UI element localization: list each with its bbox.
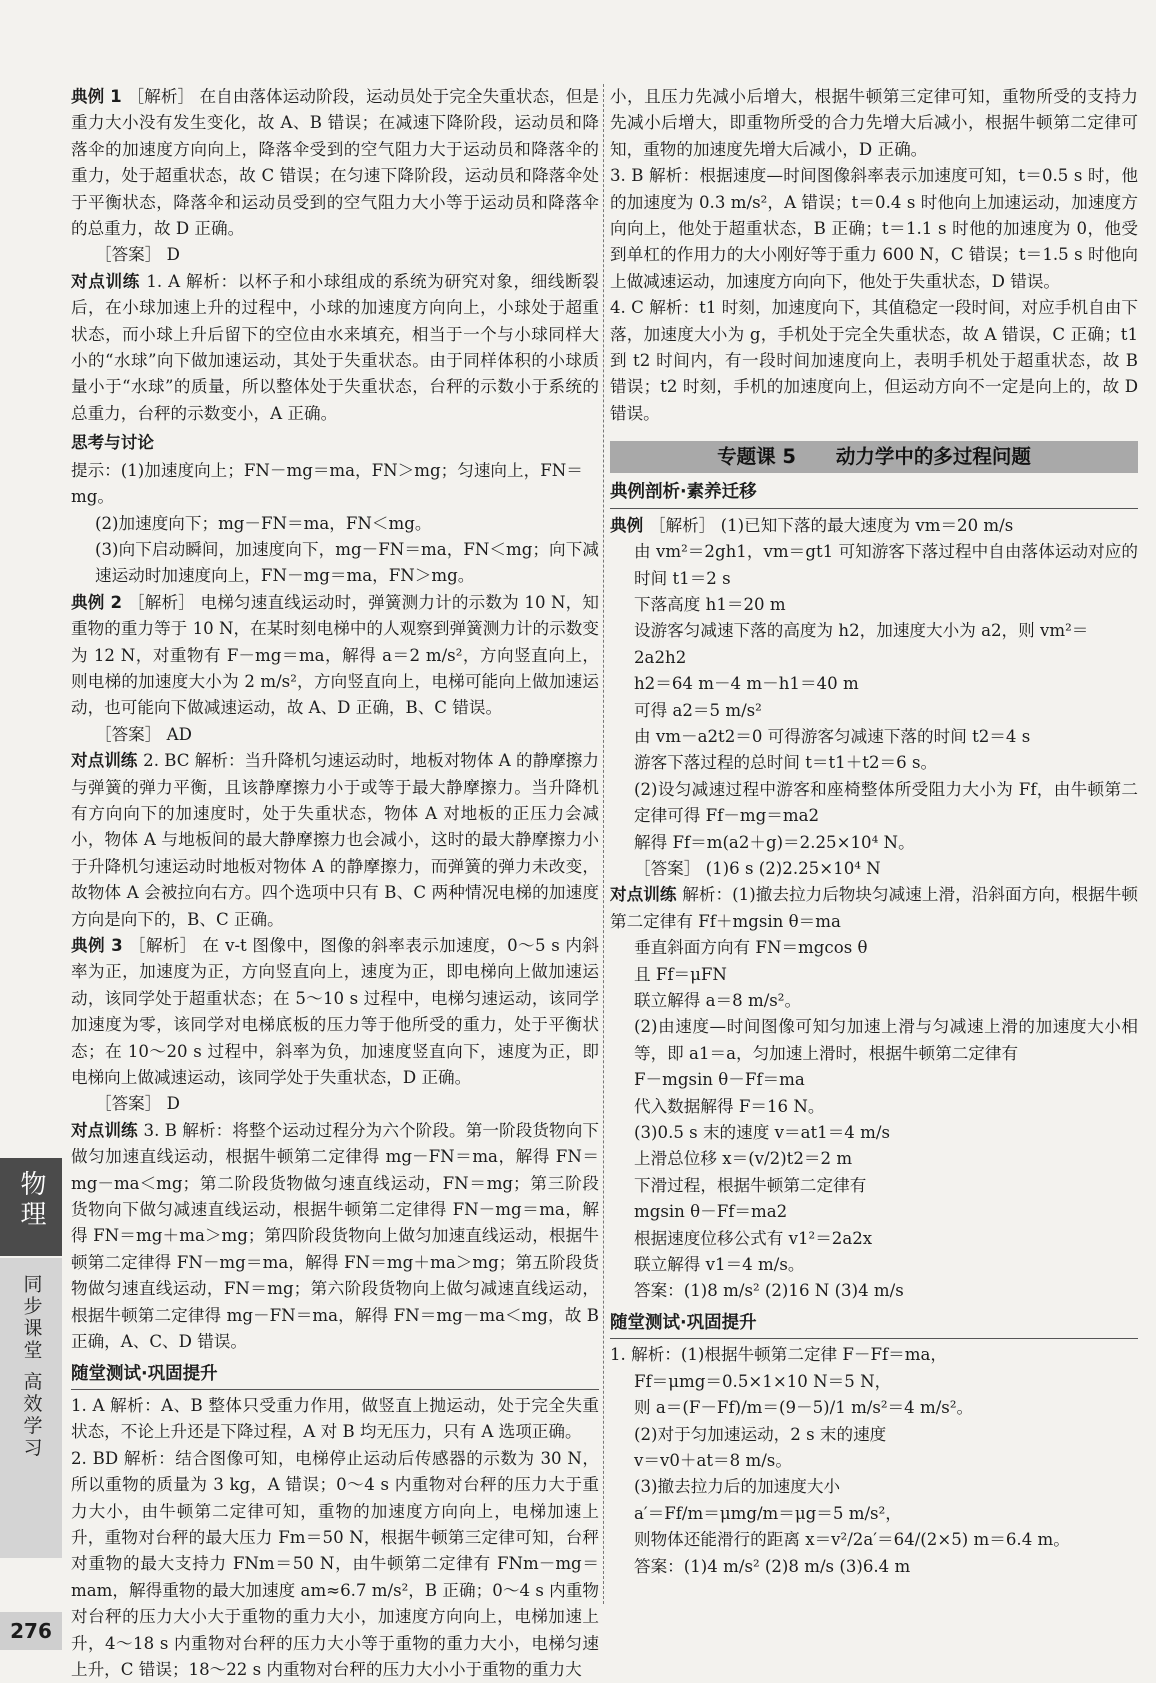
paragraph: [71, 84, 599, 242]
text-line: [610, 1199, 1138, 1225]
paragraph: [610, 295, 1138, 427]
paragraph-text: 代入数据解得 F＝16 N。: [634, 1096, 825, 1116]
paragraph-text: (3)向下启动瞬间，加速度向下，mg－FN＝ma，FN＜mg；向下减速运动时加速度向上，FN－mg＝ma，FN＞mg。: [95, 539, 599, 586]
paragraph-text: 垂直斜面方向有 FN＝mgcos θ: [634, 938, 868, 958]
paragraph-text: ［解析］ 在自由落体运动阶段，运动员处于完全失重状态，但是重力大小没有发生变化，故 A、B 错误；在减速下降阶段，运动员和降落伞的加速度方向向上，降落伞受到的空气阻力大于运动员和降落伞的重力，处于超重状态，故 C 错误；在匀速下降阶段，运动员和降落伞处于平衡状态，降落伞和运动员受到的空气阻力大小等于运动员和降落伞的总重力，故 D 正确。: [71, 87, 599, 239]
text-line: [610, 1527, 1138, 1553]
example-label: 对点训练: [71, 751, 144, 771]
paragraph-text: 联立解得 v1＝4 m/s。: [634, 1255, 805, 1275]
paragraph-text: 1. 解析：(1)根据牛顿第二定律 F－Ff＝ma，: [610, 1345, 947, 1365]
paragraph-text: 设游客匀减速下落的高度为 h2，加速度大小为 a2，则 vm²＝2a2h2: [634, 621, 1089, 667]
paragraph: [610, 539, 1138, 592]
example-label: 典例 1: [71, 87, 128, 106]
text-line: [610, 962, 1138, 988]
paragraph-text: 由 vm－a2t2＝0 可得游客匀减速下落的时间 t2＝4 s: [634, 726, 1031, 746]
paragraph-text: (3)0.5 s 末的速度 v＝at1＝4 m/s: [634, 1123, 890, 1143]
subject-tab: [0, 1158, 62, 1256]
text-line: [610, 1252, 1138, 1278]
text-line: [610, 1146, 1138, 1172]
text-line: [610, 1501, 1138, 1527]
paragraph: [610, 163, 1138, 295]
left-column: [71, 84, 599, 1683]
paragraph-text: a′＝Ff/m＝μmg/m＝μg＝5 m/s²，: [634, 1503, 902, 1523]
text-line: [610, 512, 1138, 539]
text-line: [610, 1278, 1138, 1304]
example-label: 典例: [610, 514, 649, 535]
text-line: [610, 1422, 1138, 1448]
paragraph-text: ［答案］ D: [95, 1094, 180, 1114]
paragraph: [71, 748, 599, 933]
text-line: [71, 722, 599, 748]
example-label: 对点训练: [71, 1120, 144, 1140]
text-line: [610, 1094, 1138, 1120]
paragraph: [610, 84, 1138, 163]
paragraph: [71, 933, 599, 1091]
text-line: [610, 1554, 1138, 1580]
paragraph-text: 上滑总位移 x＝(v/2)t2＝2 m: [634, 1149, 853, 1169]
paragraph: [71, 1446, 599, 1683]
text-line: [71, 458, 599, 511]
paragraph-text: (2)由速度—时间图像可知匀加速上滑与匀减速上滑的加速度大小相等，即 a1＝a，匀加速上滑时，根据牛顿第二定律有: [634, 1017, 1138, 1063]
paragraph-text: v＝v0＋at＝8 m/s。: [634, 1450, 792, 1470]
paragraph-text: 答案：(1)8 m/s² (2)16 N (3)4 m/s: [634, 1281, 904, 1301]
paragraph-text: 1. A 解析：以杯子和小球组成的系统为研究对象，细线断裂后，在小球加速上升的过程中，小球的加速度方向向上，小球处于超重状态，而小球上升后留下的空位由水来填充，相当于一个与小球同样大小的“水球”向下做加速运动，其处于失重状态。由于同样体积的小球质量小于“水球”的质量，所以整体处于失重状态，台秤的示数小于系统的总重力，台秤的示数变小，A 正确。: [71, 271, 599, 423]
topic-number: 专题课 5: [717, 445, 796, 469]
paragraph-text: ［答案］ AD: [95, 724, 192, 744]
paragraph: [71, 590, 599, 722]
text-line: [71, 511, 599, 537]
text-line: [610, 830, 1138, 856]
paragraph: [610, 882, 1138, 935]
subject-label: 物理: [16, 1170, 46, 1230]
text-line: [610, 1369, 1138, 1395]
example-label: 对点训练: [610, 885, 683, 905]
paragraph-text: 由 vm²＝2gh1，vm＝gt1 可知游客下落过程中自由落体运动对应的时间 t1＝2 s: [634, 542, 1138, 588]
paragraph-text: 1. A 解析：A、B 整体只受重力作用，做竖直上抛运动，处于完全失重状态，不论上升还是下降过程，A 对 B 均无压力，只有 A 选项正确。: [71, 1395, 599, 1442]
paragraph-text: (2)设匀减速过程中游客和座椅整体所受阻力大小为 Ff，由牛顿第二定律可得 Ff－mg＝ma2: [634, 779, 1138, 826]
subheading: 思考与讨论: [71, 433, 154, 453]
paragraph-text: ［解析］ (1)已知下落的最大速度为 vm＝20 m/s: [648, 515, 1014, 535]
paragraph-text: 根据速度位移公式有 v1²＝2a2x: [634, 1228, 873, 1248]
text-line: [610, 750, 1138, 776]
column-divider: [603, 84, 604, 1604]
text-line: [610, 935, 1138, 961]
paragraph-text: 联立解得 a＝8 m/s²。: [634, 991, 802, 1010]
section-heading: 随堂测试·巩固提升: [71, 1361, 599, 1390]
paragraph: [71, 1118, 599, 1356]
series-tab: [0, 1258, 62, 1558]
paragraph: [71, 1393, 599, 1446]
paragraph-text: 4. C 解析：t1 时刻，加速度向下，其值稳定一段时间，对应手机自由下落，加速度大小为 g，手机处于完全失重状态，故 A 错误，C 正确；t1 到 t2 时间内，有一段时间加速度向上，表明手机处于超重状态，故 B 错误；t2 时刻，手机的加速度向上，但运动方向不一定是向上的，故 D 错误。: [610, 298, 1138, 423]
paragraph: [71, 269, 599, 427]
paragraph: [610, 777, 1138, 830]
paragraph-text: mgsin θ－Ff＝ma2: [634, 1202, 788, 1222]
paragraph-text: (2)对于匀加速运动，2 s 末的速度: [634, 1424, 887, 1444]
text-line: [610, 592, 1138, 618]
section-heading: 随堂测试·巩固提升: [610, 1310, 1138, 1339]
section-heading: 典例剖析·素养迁移: [610, 479, 1138, 508]
paragraph-text: 3. B 解析：将整个运动过程分为六个阶段。第一阶段货物向下做匀加速直线运动，根据牛顿第二定律得 mg－FN＝ma，解得 FN＝mg－ma＜mg；第二阶段货物做匀速直线运动，FN＝mg；第三阶段货物向下做匀减速直线运动，根据牛顿第二定律得 FN－mg＝ma，解得 FN＝mg＋ma＞mg；第四阶段货物向上做匀加速直线运动，根据牛顿第二定律得 FN－mg＝ma，解得 FN＝mg＋ma＞mg；第五阶段货物做匀速直线运动，FN＝mg；第六阶段货物向上做匀减速直线运动，根据牛顿第二定律得 mg－FN＝ma，解得 FN＝mg－ma＜mg，故 B 正确，A、C、D 错误。: [71, 1120, 599, 1352]
text-line: [71, 242, 599, 268]
paragraph: [610, 1014, 1138, 1067]
paragraph-text: 下滑过程，根据牛顿第二定律有: [634, 1175, 867, 1195]
paragraph-text: 则 a＝(F－Ff)/m＝(9－5)/1 m/s²＝4 m/s²。: [634, 1398, 974, 1418]
paragraph-text: 游客下落过程的总时间 t＝t1＋t2＝6 s。: [634, 753, 938, 773]
text-line: [610, 1067, 1138, 1093]
series-label: 同步课堂 高效学习: [20, 1274, 43, 1460]
paragraph-text: 解析：(1)撤去拉力后物块匀减速上滑，沿斜面方向，根据牛顿第二定律有 Ff＋mgsin θ＝ma: [610, 885, 1138, 931]
text-line: [610, 856, 1138, 882]
example-label: 对点训练: [71, 271, 147, 291]
text-line: [610, 1120, 1138, 1146]
text-line: [610, 724, 1138, 750]
text-line: [610, 988, 1138, 1014]
paragraph-text: ［解析］ 电梯匀速直线运动时，弹簧测力计的示数为 10 N，知重物的重力等于 10 N，在某时刻电梯中的人观察到弹簧测力计的示数变为 12 N，对重物有 F－mg＝ma，解得 a＝2 m/s²，方向竖直向上，则电梯的加速度大小为 2 m/s²，方向竖直向上，电梯可能向上做加速运动，也可能向下做减速运动，故 A、D 正确，B、C 错误。: [71, 592, 599, 718]
text-line: [610, 1395, 1138, 1421]
text-line: [610, 618, 1138, 671]
paragraph: [71, 537, 599, 590]
paragraph-text: ［解析］ 在 v-t 图像中，图像的斜率表示加速度，0～5 s 内斜率为正，加速度为正，方向竖直向上，速度为正，即电梯向上做加速运动，该同学处于超重状态；在 5～10 s 过程中，电梯匀速运动，该同学加速度为零，该同学对电梯底板的压力等于他所受的重力，处于平衡状态；在 10～20 s 过程中，斜率为负，加速度竖直向下，速度为正，即电梯向上做减速运动，该同学处于失重状态，D 正确。: [71, 936, 599, 1088]
paragraph-text: 2. BD 解析：结合图像可知，电梯停止运动后传感器的示数为 30 N，所以重物的质量为 3 kg，A 错误；0～4 s 内重物对台秤的压力大于重力大小，由牛顿第二定律可知，重物的加速度方向向上，电梯加速上升，重物对台秤的最大压力 Fm＝50 N，根据牛顿第三定律可知，台秤对重物的最大支持力 FNm＝50 N，由牛顿第二定律有 FNm－mg＝mam，解得重物的最大加速度 am≈6.7 m/s²，B 正确；0～4 s 内重物对台秤的压力大小大于重物的重力大小，加速度方向向上，电梯加速上升，4～18 s 内重物对台秤的压力大小等于重物的重力大小，电梯匀速上升，C 错误；18～22 s 内重物对台秤的压力大小小于重物的重力大: [71, 1448, 599, 1679]
paragraph-text: 2. BC 解析：当升降机匀速运动时，地板对物体 A 的静摩擦力与弹簧的弹力平衡，且该静摩擦力小于或等于最大静摩擦力。当升降机有方向向下的加速度时，处于失重状态，物体 A 对地板的正压力会减小，物体 A 与地板间的最大静摩擦力也会减小，这时的最大静摩擦力小于升降机匀速运动时地板对物体 A 的静摩擦力，而弹簧的弹力未改变，故物体 A 会被拉向右方。四个选项中只有 B、C 两种情况电梯的加速度方向是向下的，B、C 正确。: [71, 751, 599, 929]
paragraph-text: 3. B 解析：根据速度—时间图像斜率表示加速度可知，t＝0.5 s 时，他的加速度为 0.3 m/s²，A 错误；t＝0.4 s 时他向上加速运动，加速度方向向上，他处于超重状态，B 正确；t＝1.1 s 时他的加速度为 0，他受到单杠的作用力的大小刚好等于重力 600 N，C 错误；t＝1.5 s 时他向上做减速运动，加速度方向向下，他处于失重状态，D 错误。: [610, 166, 1138, 291]
paragraph-text: 可得 a2＝5 m/s²: [634, 700, 762, 720]
text-line: [610, 671, 1138, 697]
topic-banner: [610, 441, 1138, 473]
example-label: 典例 3: [71, 936, 129, 955]
example-label: 典例 2: [71, 592, 128, 612]
paragraph-text: (3)撤去拉力后的加速度大小: [634, 1477, 841, 1497]
paragraph-text: h2＝64 m－4 m－h1＝40 m: [634, 674, 859, 694]
paragraph-text: 下落高度 h1＝20 m: [634, 594, 786, 614]
text-line: [610, 698, 1138, 724]
text-line: [610, 1173, 1138, 1199]
paragraph-text: ［答案］ D: [95, 245, 180, 265]
paragraph-text: 答案：(1)4 m/s² (2)8 m/s (3)6.4 m: [634, 1556, 911, 1576]
paragraph-text: 且 Ff＝μFN: [634, 964, 727, 984]
text-line: [610, 1226, 1138, 1252]
paragraph-text: F－mgsin θ－Ff＝ma: [634, 1070, 805, 1090]
paragraph-text: 解得 Ff＝m(a2＋g)＝2.25×10⁴ N。: [634, 832, 915, 852]
text-line: [610, 1342, 1138, 1368]
right-column: [610, 84, 1138, 1580]
paragraph-text: (2)加速度向下；mg－FN＝ma，FN＜mg。: [95, 513, 432, 533]
paragraph-text: ［答案］ (1)6 s (2)2.25×10⁴ N: [634, 858, 881, 878]
text-line: [71, 1091, 599, 1117]
topic-title: 动力学中的多过程问题: [835, 445, 1031, 469]
paragraph-text: Ff＝μmg＝0.5×1×10 N＝5 N，: [634, 1371, 892, 1391]
paragraph-text: 则物体还能滑行的距离 x＝v²/2a′＝64/(2×5) m＝6.4 m。: [634, 1530, 1070, 1550]
page-number: 276: [0, 1612, 62, 1650]
text-line: [610, 1448, 1138, 1474]
paragraph-text: 提示：(1)加速度向上；FN－mg＝ma，FN＞mg；匀速向上，FN＝mg。: [71, 460, 583, 507]
paragraph-text: 小，且压力先减小后增大，根据牛顿第三定律可知，重物所受的支持力先减小后增大，即重物所受的合力先增大后减小，根据牛顿第二定律可知，重物的加速度先增大后减小，D 正确。: [610, 87, 1138, 159]
text-line: [610, 1474, 1138, 1500]
